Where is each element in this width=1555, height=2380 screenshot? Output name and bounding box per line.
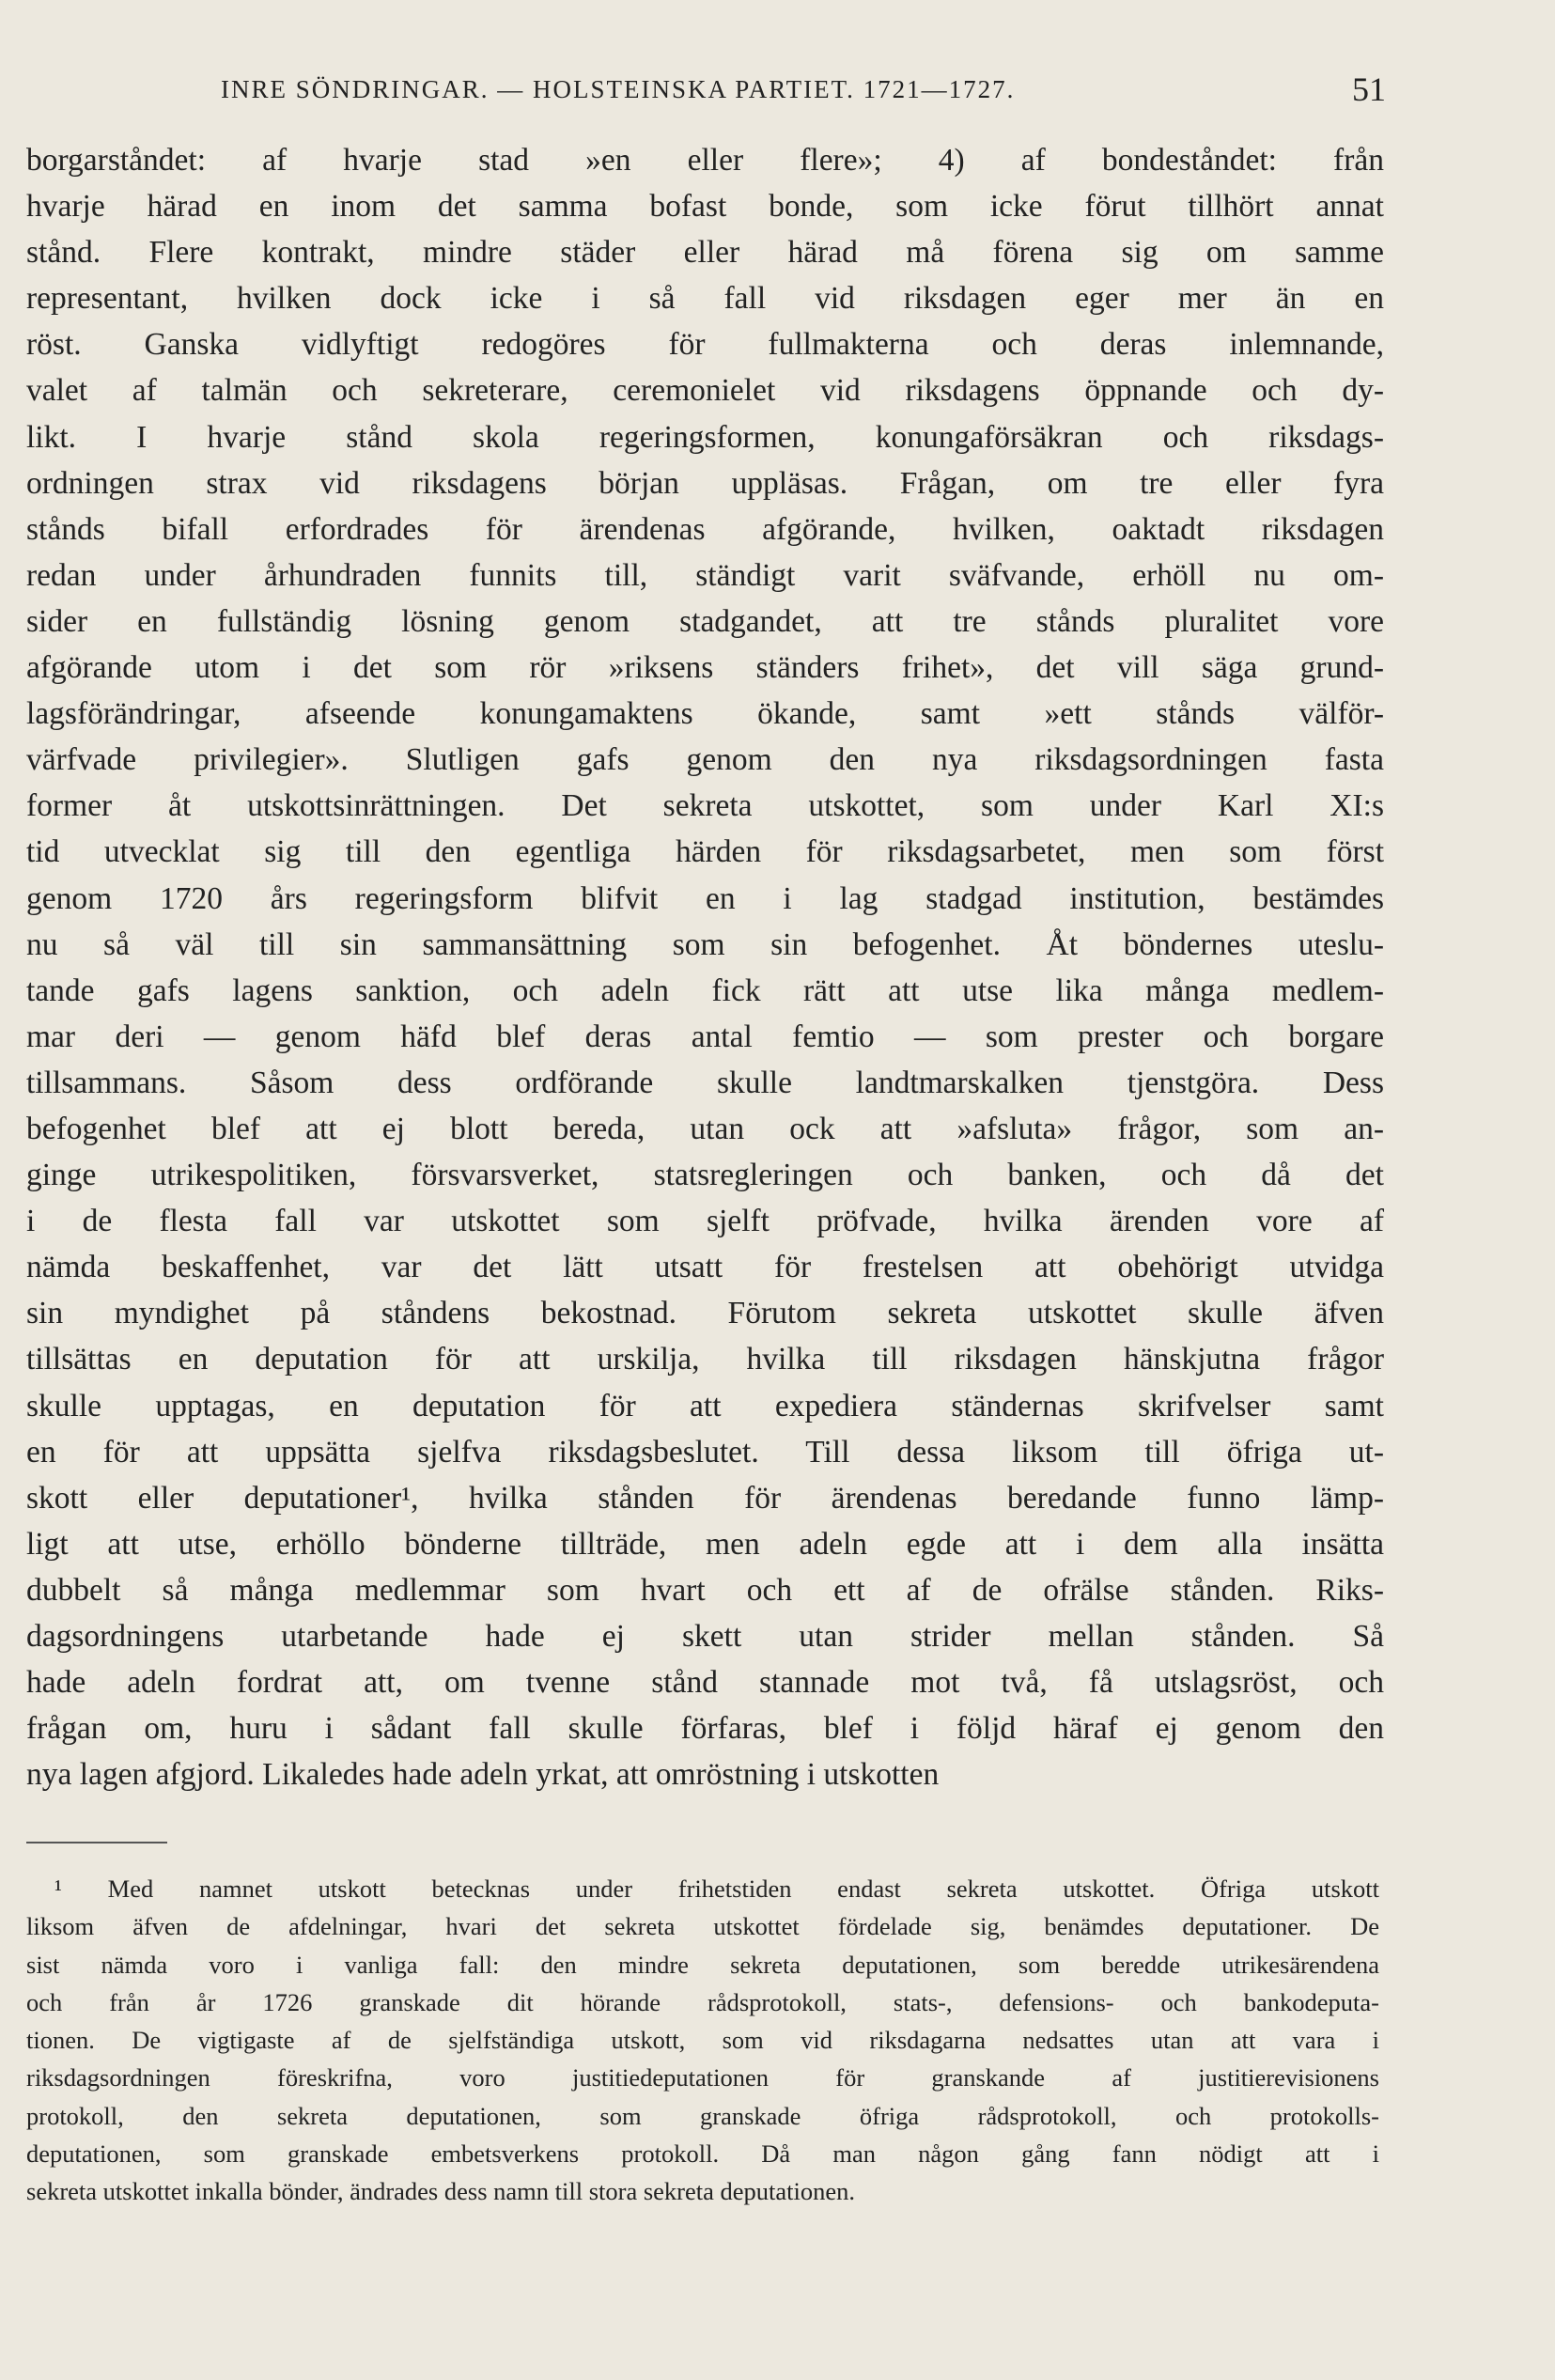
footnote-rule (26, 1842, 167, 1843)
footnote-line: deputationen, som granskade embetsverkens protokoll. Då man någon gång fann nödigt att i (26, 2139, 1379, 2169)
text-line: valet af talmän och sekreterare, ceremonielet vid riksdagens öppnande och dy- (26, 373, 1384, 409)
footnotes (26, 1870, 1379, 2211)
running-head: INRE SÖNDRINGAR. — HOLSTEINSKA PARTIET. 1721—1727. (221, 75, 1016, 103)
text-line: hvarje härad en inom det samma bofast bonde, som icke förut tillhört annat (26, 189, 1384, 225)
text-line: skott eller deputationer¹, hvilka stånden för ärendenas beredande funno lämp- (26, 1480, 1384, 1516)
text-line: lagsförändringar, afseende konungamaktens ökande, samt »ett stånds välför- (26, 696, 1384, 732)
text-line: tande gafs lagens sanktion, och adeln fick rätt att utse lika många medlem- (26, 972, 1384, 1008)
text-line: genom 1720 års regeringsform blifvit en i lag stadgad institution, bestämdes (26, 880, 1384, 916)
text-line: mar deri — genom häfd blef deras antal femtio — som prester och borgare (26, 1019, 1384, 1054)
text-line: en för att uppsätta sjelfva riksdagsbeslutet. Till dessa liksom till öfriga ut- (26, 1434, 1384, 1470)
text-line: borgarståndet: af hvarje stad »en eller flere»; 4) af bondeståndet: från (26, 143, 1384, 178)
footnote-line: sekreta utskottet inkalla bönder, ändrades dess namn till stora sekreta deputationen. (26, 2177, 856, 2206)
text-line: likt. I hvarje stånd skola regeringsformen, konungaförsäkran och riksdags- (26, 419, 1384, 455)
page-number: 51 (1352, 70, 1386, 108)
text-line: nya lagen afgjord. Likaledes hade adeln yrkat, att omröstning i utskotten (26, 1757, 940, 1793)
text-line: skulle upptagas, en deputation för att expediera ständernas skrifvelser samt (26, 1388, 1384, 1423)
text-line: representant, hvilken dock icke i så fall vid riksdagen eger mer än en (26, 281, 1384, 317)
text-line: röst. Ganska vidlyftigt redogöres för fullmakterna och deras inlemnande, (26, 327, 1384, 363)
text-line: befogenhet blef att ej blott bereda, utan ock att »afsluta» frågor, som an- (26, 1111, 1384, 1146)
text-line: hade adeln fordrat att, om tvenne stånd stannade mot två, få utslagsröst, och (26, 1665, 1384, 1701)
text-line: tillsammans. Såsom dess ordförande skulle landtmarskalken tjenstgöra. Dess (26, 1065, 1384, 1100)
text-line: ginge utrikespolitiken, försvarsverket, statsregleringen och banken, och då det (26, 1158, 1384, 1193)
text-line: sin myndighet på ståndens bekostnad. Förutom sekreta utskottet skulle äfven (26, 1296, 1384, 1331)
text-line: ordningen strax vid riksdagens början uppläsas. Frågan, om tre eller fyra (26, 465, 1384, 501)
text-line: dagsordningens utarbetande hade ej skett utan strider mellan stånden. Så (26, 1619, 1384, 1654)
text-line: stånds bifall erfordrades för ärendenas afgörande, hvilken, oaktadt riksdagen (26, 511, 1384, 547)
text-line: redan under århundraden funnits till, ständigt varit sväfvande, erhöll nu om- (26, 557, 1384, 593)
text-line: nämda beskaffenhet, var det lätt utsatt för frestelsen att obehörigt utvidga (26, 1250, 1384, 1285)
footnote-line: riksdagsordningen föreskrifna, voro justitiedeputationen för granskande af justitierevisionens (26, 2063, 1379, 2092)
footnote-line: ¹ Med namnet utskott betecknas under frihetstiden endast sekreta utskottet. Öfriga utskott (54, 1874, 1379, 1903)
text-line: dubbelt så många medlemmar som hvart och ett af de ofrälse stånden. Riks- (26, 1572, 1384, 1608)
text-line: afgörande utom i det som rör »riksens ständers frihet», det vill säga grund- (26, 650, 1384, 686)
text-line: former åt utskottsinrättningen. Det sekreta utskottet, som under Karl XI:s (26, 788, 1384, 824)
text-line: nu så väl till sin sammansättning som sin befogenhet. Åt böndernes uteslu- (26, 926, 1384, 962)
body-text (26, 137, 1384, 1797)
page-header (221, 70, 1386, 115)
text-line: frågan om, huru i sådant fall skulle förfaras, blef i följd häraf ej genom den (26, 1711, 1384, 1747)
footnote-line: protokoll, den sekreta deputationen, som granskade öfriga rådsprotokoll, och protokolls- (26, 2101, 1379, 2130)
footnote-line: sist nämda voro i vanliga fall: den mindre sekreta deputationen, som beredde utrikesärendena (26, 1950, 1379, 1979)
footnote-line: liksom äfven de afdelningar, hvari det sekreta utskottet fördelade sig, benämdes deputationer. De (26, 1912, 1379, 1941)
text-line: ligt att utse, erhöllo bönderne tillträde, men adeln egde att i dem alla insätta (26, 1526, 1384, 1562)
text-line: sider en fullständig lösning genom stadgandet, att tre stånds pluralitet vore (26, 603, 1384, 639)
text-line: stånd. Flere kontrakt, mindre städer eller härad må förena sig om samme (26, 235, 1384, 271)
text-line: tillsättas en deputation för att urskilja, hvilka till riksdagen hänskjutna frågor (26, 1342, 1384, 1377)
footnote-line: och från år 1726 granskade dit hörande rådsprotokoll, stats-, defensions- och bankodeputa- (26, 1987, 1379, 2016)
text-line: i de flesta fall var utskottet som sjelft pröfvade, hvilka ärenden vore af (26, 1204, 1384, 1239)
text-line: tid utvecklat sig till den egentliga härden för riksdagsarbetet, men som först (26, 834, 1384, 870)
footnote-line: tionen. De vigtigaste af de sjelfständiga utskott, som vid riksdagarna nedsattes utan att vara i (26, 2026, 1379, 2055)
text-line: värfvade privilegier». Slutligen gafs genom den nya riksdagsordningen fasta (26, 742, 1384, 778)
